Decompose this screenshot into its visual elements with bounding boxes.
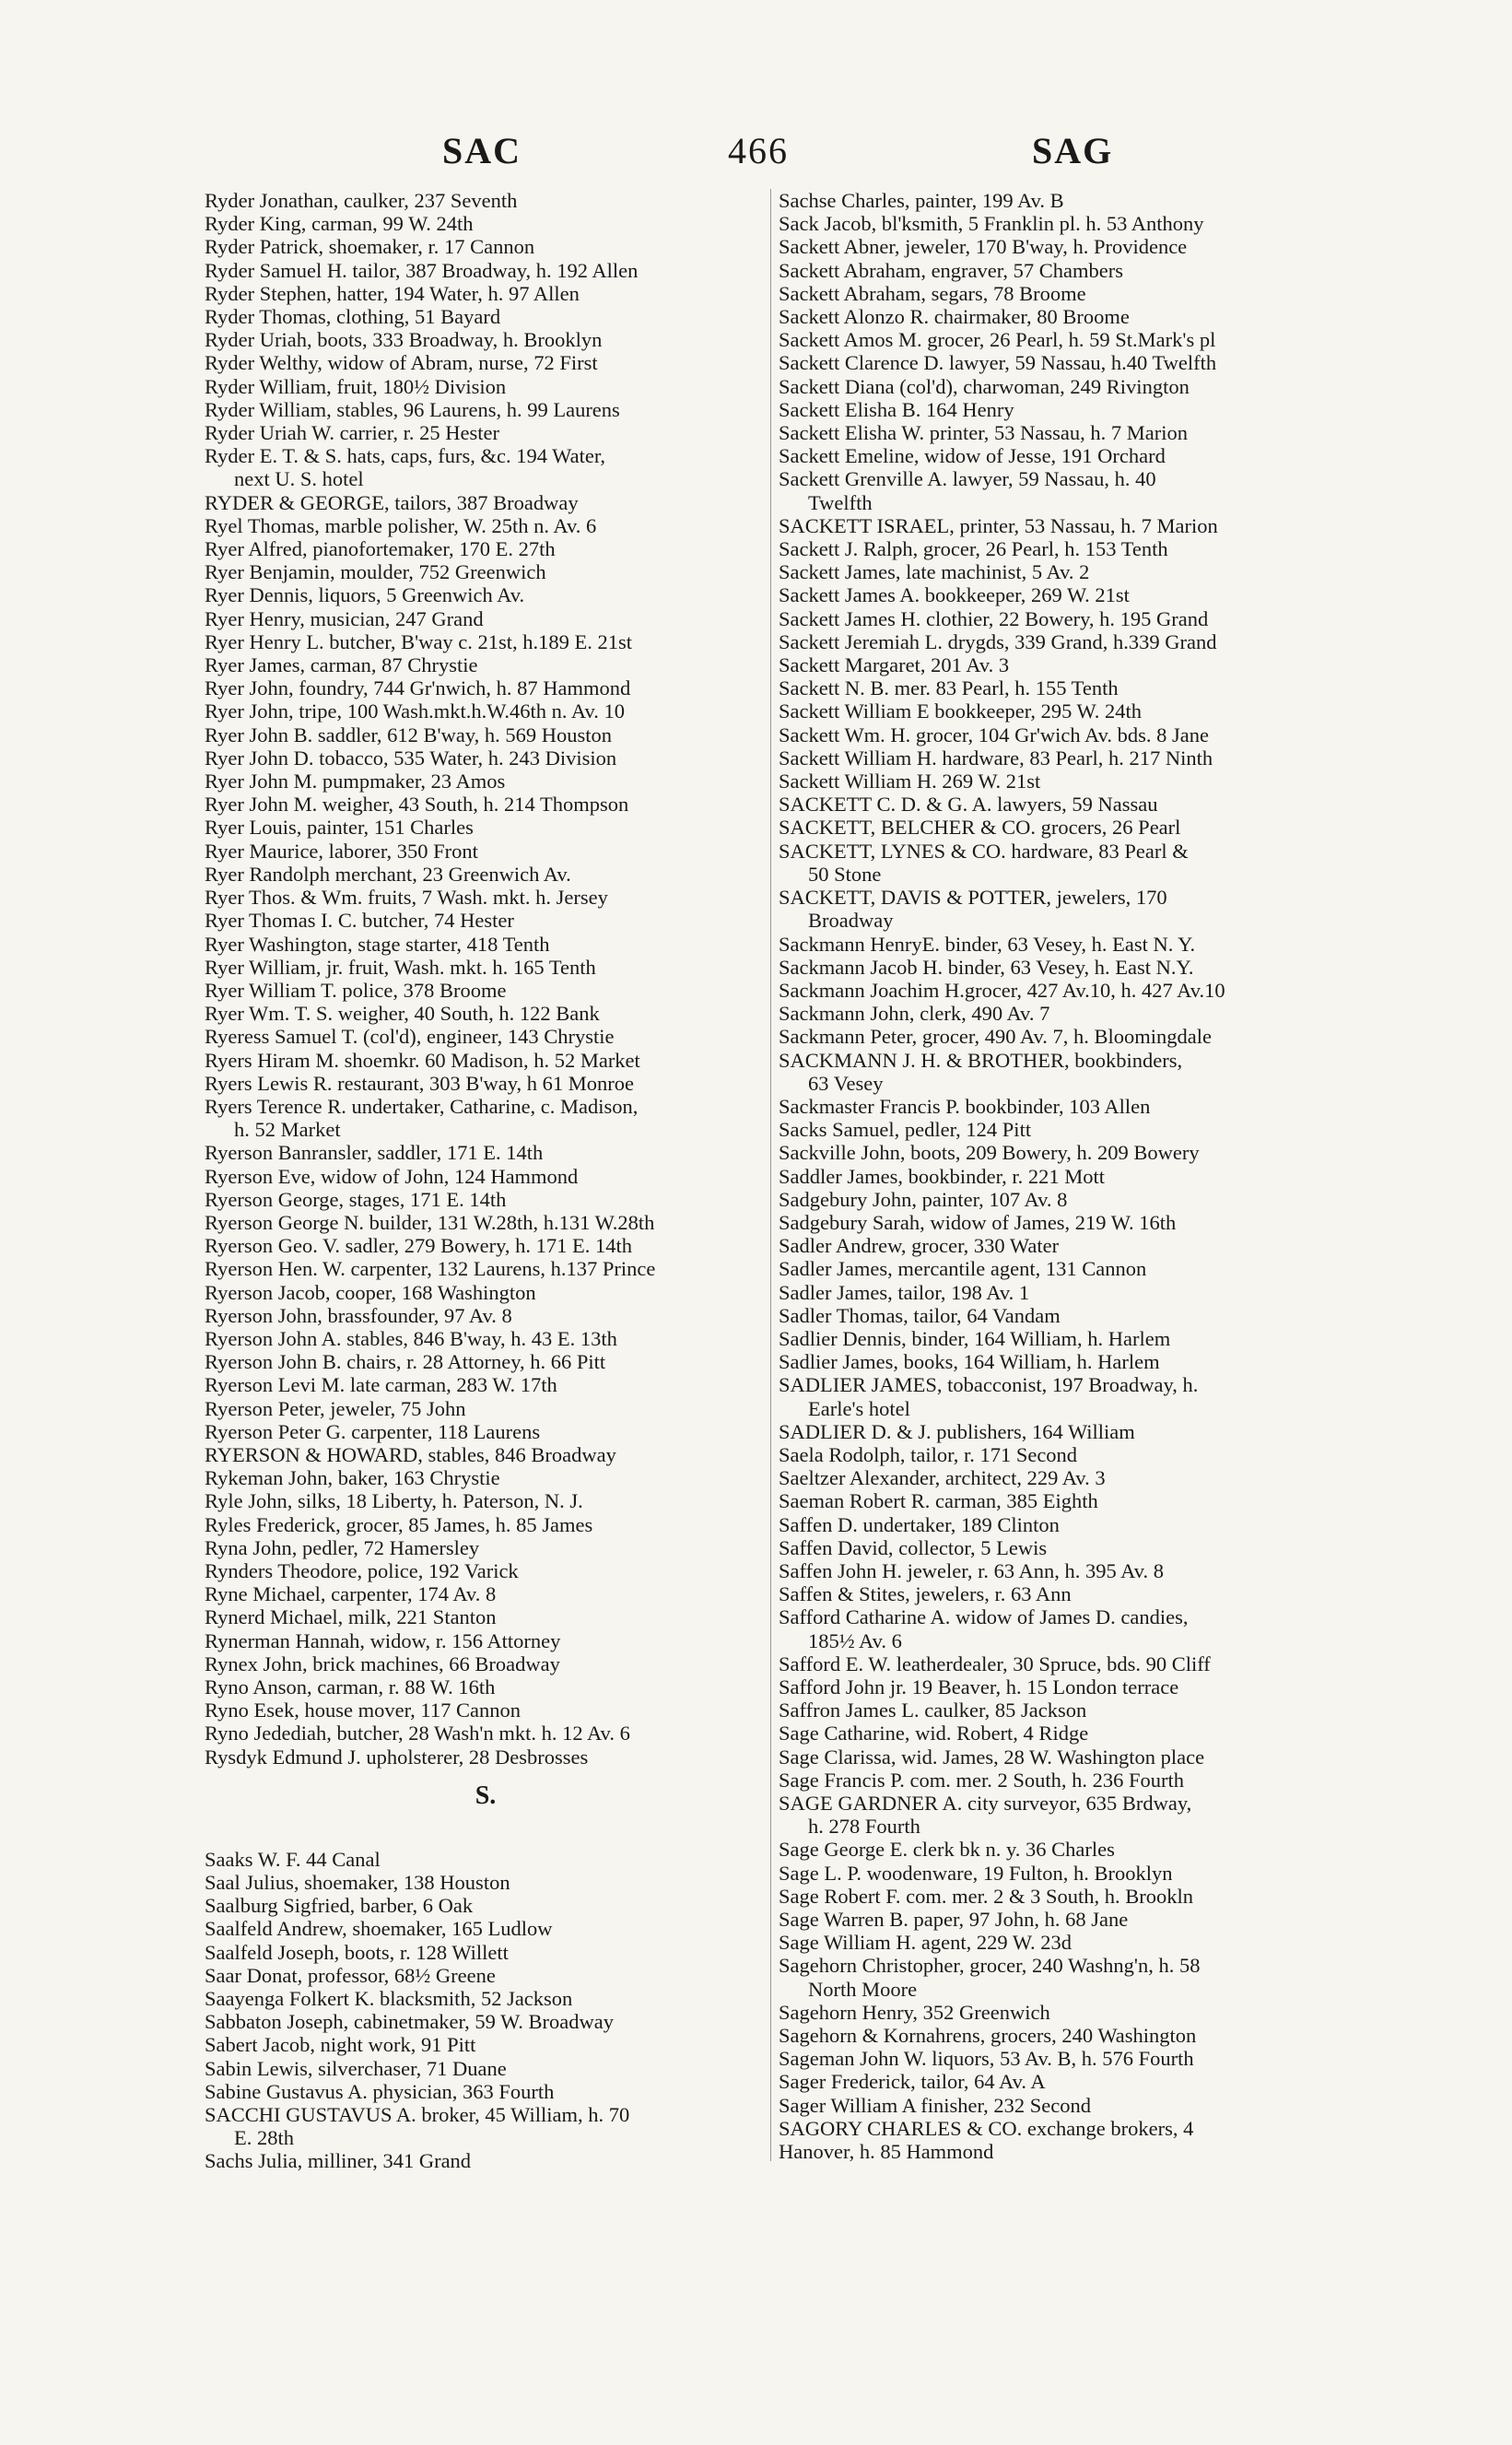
directory-entry: Ryers Terence R. undertaker, Catharine, c. Madison, <box>205 1094 639 1118</box>
directory-entry: Saffron James L. caulker, 85 Jackson <box>779 1699 1087 1722</box>
directory-entry: Twelfth <box>808 490 873 514</box>
directory-entry: Saffen David, collector, 5 Lewis <box>779 1535 1048 1559</box>
directory-entry: SADLIER D. & J. publishers, 164 William <box>779 1419 1135 1443</box>
directory-entry: Sage William H. agent, 229 W. 23d <box>779 1931 1072 1955</box>
directory-entry: Ryerson John B. chairs, r. 28 Attorney, h. 66 Pitt <box>205 1350 606 1374</box>
directory-entry: Sachs Julia, milliner, 341 Grand <box>205 2149 472 2173</box>
directory-entry: Sackett Abraham, engraver, 57 Chambers <box>779 258 1123 282</box>
directory-entry: Sackett James A. bookkeeper, 269 W. 21st <box>779 583 1130 607</box>
directory-entry: Ryno Jedediah, butcher, 28 Wash'n mkt. h. 12 Av. 6 <box>205 1722 630 1746</box>
directory-entry: Ryder William, stables, 96 Laurens, h. 99 Laurens <box>205 397 620 421</box>
directory-entry: Sage Warren B. paper, 97 John, h. 68 Jane <box>779 1908 1129 1932</box>
directory-entry: Rynders Theodore, police, 192 Varick <box>205 1558 519 1582</box>
directory-entry: Sage Clarissa, wid. James, 28 W. Washington place <box>779 1745 1205 1769</box>
section-gap <box>205 1824 767 1848</box>
directory-entry: Sabine Gustavus A. physician, 363 Fourth <box>205 2079 555 2103</box>
directory-entry: Sack Jacob, bl'ksmith, 5 Franklin pl. h. 53 Anthony <box>779 212 1204 236</box>
directory-entry: SACKETT, LYNES & CO. hardware, 83 Pearl & <box>779 839 1189 863</box>
directory-entry: Ryerson Jacob, cooper, 168 Washington <box>205 1280 536 1304</box>
directory-entry: Sackville John, boots, 209 Bowery, h. 209 Bowery <box>779 1141 1200 1165</box>
directory-entry: Ryer John, tripe, 100 Wash.mkt.h.W.46th n. Av. 10 <box>205 699 626 723</box>
directory-entry: Sage L. P. woodenware, 19 Fulton, h. Brooklyn <box>779 1861 1173 1885</box>
directory-entry: Ryles Frederick, grocer, 85 James, h. 85 James <box>205 1512 593 1536</box>
directory-entry: Ryer Randolph merchant, 23 Greenwich Av. <box>205 862 571 886</box>
directory-entry: Ryerson George, stages, 171 E. 14th <box>205 1187 507 1211</box>
directory-entry: Sage George E. clerk bk n. y. 36 Charles <box>779 1838 1115 1862</box>
directory-entry: Sackmann Peter, grocer, 490 Av. 7, h. Bloomingdale <box>779 1025 1212 1049</box>
directory-entry: Ryerson Peter, jeweler, 75 John <box>205 1396 466 1420</box>
directory-entry: Rykeman John, baker, 163 Chrystie <box>205 1466 500 1490</box>
running-head-left: SAC <box>442 130 522 171</box>
directory-entry: Broadway <box>808 909 894 933</box>
directory-entry: Sageman John W. liquors, 53 Av. B, h. 576 Fourth <box>779 2047 1194 2071</box>
directory-entry: Ryer Thos. & Wm. fruits, 7 Wash. mkt. h. Jersey <box>205 886 608 910</box>
directory-entry: Saalfeld Joseph, boots, r. 128 Willett <box>205 1940 509 1964</box>
directory-entry: Sackmaster Francis P. bookbinder, 103 Allen <box>779 1094 1151 1118</box>
directory-entry: Ryder William, fruit, 180½ Division <box>205 374 507 398</box>
directory-entry: Sackett William E bookkeeper, 295 W. 24th <box>779 699 1142 723</box>
directory-entry: Ryder Stephen, hatter, 194 Water, h. 97 Allen <box>205 281 580 305</box>
running-head-right: SAG <box>1032 130 1114 171</box>
directory-entry: Saffen D. undertaker, 189 Clinton <box>779 1512 1060 1536</box>
directory-entry: Sackett Abraham, segars, 78 Broome <box>779 281 1086 305</box>
directory-entry: Ryer Thomas I. C. butcher, 74 Hester <box>205 909 514 933</box>
directory-entry: Sackett Emeline, widow of Jesse, 191 Orchard <box>779 444 1166 468</box>
directory-entry: Sackett Diana (col'd), charwoman, 249 Rivington <box>779 374 1190 398</box>
directory-entry: Safford John jr. 19 Beaver, h. 15 London terrace <box>779 1675 1179 1699</box>
directory-entry: Saddler James, bookbinder, r. 221 Mott <box>779 1164 1106 1188</box>
directory-entry: h. 52 Market <box>234 1118 341 1142</box>
directory-entry: Sage Catharine, wid. Robert, 4 Ridge <box>779 1722 1089 1746</box>
directory-entry: Ryle John, silks, 18 Liberty, h. Paterson, N. J. <box>205 1489 583 1513</box>
directory-entry: SACKETT, DAVIS & POTTER, jewelers, 170 <box>779 886 1167 910</box>
directory-entry: E. 28th <box>234 2126 294 2150</box>
directory-entry: Ryer John D. tobacco, 535 Water, h. 243 Division <box>205 746 617 770</box>
directory-entry: Ryers Hiram M. shoemkr. 60 Madison, h. 52 Market <box>205 1048 640 1072</box>
directory-entry: Sackett Elisha W. printer, 53 Nassau, h. 7 Marion <box>779 421 1189 445</box>
directory-entry: Ryer John B. saddler, 612 B'way, h. 569 Houston <box>205 723 613 746</box>
directory-entry: h. 278 Fourth <box>808 1815 920 1839</box>
directory-entry: Sabbaton Joseph, cabinetmaker, 59 W. Broadway <box>205 2010 615 2034</box>
directory-entry: Sackmann John, clerk, 490 Av. 7 <box>779 1002 1050 1026</box>
directory-entry: Ryder Jonathan, caulker, 237 Seventh <box>205 189 518 212</box>
directory-entry: Ryer Dennis, liquors, 5 Greenwich Av. <box>205 583 525 607</box>
directory-entry: Sadler Andrew, grocer, 330 Water <box>779 1234 1060 1258</box>
directory-entry: Sadlier James, books, 164 William, h. Harlem <box>779 1350 1160 1374</box>
directory-entry: SACKETT, BELCHER & CO. grocers, 26 Pearl <box>779 816 1181 840</box>
directory-entry: Saeltzer Alexander, architect, 229 Av. 3 <box>779 1466 1106 1490</box>
directory-entry: Sacks Samuel, pedler, 124 Pitt <box>779 1118 1032 1142</box>
directory-entry: Rynerd Michael, milk, 221 Stanton <box>205 1605 497 1629</box>
directory-entry: Sabin Lewis, silverchaser, 71 Duane <box>205 2056 507 2080</box>
directory-entry: Sage Francis P. com. mer. 2 South, h. 236 Fourth <box>779 1768 1184 1792</box>
column-divider <box>770 189 771 2161</box>
directory-entry: Ryer Wm. T. S. weigher, 40 South, h. 122 Bank <box>205 1002 600 1026</box>
directory-entry: Ryerson Eve, widow of John, 124 Hammond <box>205 1164 579 1188</box>
directory-entry: SAGE GARDNER A. city surveyor, 635 Brdway, <box>779 1792 1192 1816</box>
directory-entry: Sagehorn Christopher, grocer, 240 Washng'n, h. 58 <box>779 1954 1201 1978</box>
directory-entry: Sackett J. Ralph, grocer, 26 Pearl, h. 153 Tenth <box>779 537 1168 561</box>
directory-entry: Ryder Samuel H. tailor, 387 Broadway, h. 192 Allen <box>205 258 639 282</box>
directory-entry: Safford E. W. leatherdealer, 30 Spruce, bds. 90 Cliff <box>779 1652 1211 1675</box>
directory-entry: Ryerson Levi M. late carman, 283 W. 17th <box>205 1373 557 1397</box>
directory-entry: Sagehorn Henry, 352 Greenwich <box>779 2000 1050 2024</box>
directory-entry: Sadlier Dennis, binder, 164 William, h. Harlem <box>779 1326 1171 1350</box>
directory-entry: Ryno Esek, house mover, 117 Cannon <box>205 1699 521 1722</box>
directory-entry: SAGORY CHARLES & CO. exchange brokers, 4 <box>779 2116 1194 2140</box>
directory-entry: Sackett Jeremiah L. drygds, 339 Grand, h.339 Grand <box>779 629 1217 653</box>
directory-entry: Ryer Washington, stage starter, 418 Tenth <box>205 932 550 956</box>
directory-entry: Saaks W. F. 44 Canal <box>205 1847 381 1871</box>
directory-entry: Ryer Benjamin, moulder, 752 Greenwich <box>205 560 546 584</box>
directory-entry: Sackett James, late machinist, 5 Av. 2 <box>779 560 1090 584</box>
directory-entry: Ryerson Hen. W. carpenter, 132 Laurens, h.137 Prince <box>205 1257 656 1281</box>
directory-entry: Ryeress Samuel T. (col'd), engineer, 143 Chrystie <box>205 1025 615 1049</box>
directory-entry: Ryer Alfred, pianofortemaker, 170 E. 27th <box>205 537 556 561</box>
directory-entry: Sackett Grenville A. lawyer, 59 Nassau, h. 40 <box>779 467 1156 491</box>
directory-entry: Saalburg Sigfried, barber, 6 Oak <box>205 1894 474 1918</box>
right-column <box>779 189 1350 2163</box>
directory-entry: Ryna John, pedler, 72 Hamersley <box>205 1535 480 1559</box>
directory-entry: Ryel Thomas, marble polisher, W. 25th n. Av. 6 <box>205 513 597 537</box>
directory-entry: Ryer John M. weigher, 43 South, h. 214 Thompson <box>205 793 629 817</box>
directory-entry: Ryder E. T. & S. hats, caps, furs, &c. 194 Water, <box>205 444 606 468</box>
directory-entry: Sackett William H. hardware, 83 Pearl, h. 217 Ninth <box>779 746 1213 770</box>
directory-entry: Sachse Charles, painter, 199 Av. B <box>779 189 1064 212</box>
directory-entry: Saayenga Folkert K. blacksmith, 52 Jackson <box>205 1987 573 2011</box>
directory-entry: RYDER & GEORGE, tailors, 387 Broadway <box>205 490 579 514</box>
directory-entry: SADLIER JAMES, tobacconist, 197 Broadway, h. <box>779 1373 1199 1397</box>
directory-entry: Sager William A finisher, 232 Second <box>779 2093 1091 2117</box>
directory-entry: Sackett Clarence D. lawyer, 59 Nassau, h.40 Twelfth <box>779 351 1217 375</box>
directory-entry: SACKETT ISRAEL, printer, 53 Nassau, h. 7 Marion <box>779 513 1218 537</box>
directory-entry: RYERSON & HOWARD, stables, 846 Broadway <box>205 1442 616 1466</box>
directory-entry: 50 Stone <box>808 862 882 886</box>
directory-entry: Sadler James, mercantile agent, 131 Cannon <box>779 1257 1147 1281</box>
directory-entry: Saar Donat, professor, 68½ Greene <box>205 1963 496 1987</box>
directory-entry: Hanover, h. 85 Hammond <box>779 2140 994 2164</box>
directory-entry: Ryer John M. pumpmaker, 23 Amos <box>205 770 506 793</box>
directory-entry: Sadler Thomas, tailor, 64 Vandam <box>779 1303 1061 1327</box>
directory-entry: Ryer Henry L. butcher, B'way c. 21st, h.189 E. 21st <box>205 629 633 653</box>
directory-entry: Ryder King, carman, 99 W. 24th <box>205 212 474 236</box>
directory-entry: Sackett Wm. H. grocer, 104 Gr'wich Av. bds. 8 Jane <box>779 723 1210 746</box>
directory-entry: Sackmann Jacob H. binder, 63 Vesey, h. East N.Y. <box>779 955 1194 979</box>
directory-entry: Ryerson Banransler, saddler, 171 E. 14th <box>205 1141 544 1165</box>
directory-entry: Sackmann HenryE. binder, 63 Vesey, h. East N. Y. <box>779 932 1196 956</box>
directory-entry: SACCHI GUSTAVUS A. broker, 45 William, h. 70 <box>205 2103 630 2127</box>
directory-entry: Sackett Abner, jeweler, 170 B'way, h. Providence <box>779 235 1188 259</box>
directory-entry: Ryer Louis, painter, 151 Charles <box>205 816 474 840</box>
directory-entry: Rynex John, brick machines, 66 Broadway <box>205 1652 560 1675</box>
directory-entry: Earle's hotel <box>808 1396 910 1420</box>
directory-entry: Ryers Lewis R. restaurant, 303 B'way, h 61 Monroe <box>205 1071 634 1095</box>
directory-entry: Saela Rodolph, tailor, r. 171 Second <box>779 1442 1078 1466</box>
directory-entry: Ryer John, foundry, 744 Gr'nwich, h. 87 Hammond <box>205 676 631 700</box>
section-heading: S. <box>475 1781 497 1810</box>
directory-entry: North Moore <box>808 1977 918 2001</box>
directory-entry: SACKMANN J. H. & BROTHER, bookbinders, <box>779 1048 1183 1072</box>
directory-entry: Ryer William, jr. fruit, Wash. mkt. h. 165 Tenth <box>205 955 596 979</box>
directory-entry: Ryer Henry, musician, 247 Grand <box>205 606 484 630</box>
directory-entry: Saalfeld Andrew, shoemaker, 165 Ludlow <box>205 1917 553 1941</box>
directory-entry: Sackett Amos M. grocer, 26 Pearl, h. 59 St.Mark's pl <box>779 328 1216 352</box>
page-header <box>203 129 1308 175</box>
directory-entry: Sager Frederick, tailor, 64 Av. A <box>779 2070 1046 2094</box>
directory-entry: Ryder Thomas, clothing, 51 Bayard <box>205 305 501 329</box>
directory-entry: Sadler James, tailor, 198 Av. 1 <box>779 1280 1030 1304</box>
directory-entry: Sackett N. B. mer. 83 Pearl, h. 155 Tenth <box>779 676 1119 700</box>
directory-entry: Sackett Alonzo R. chairmaker, 80 Broome <box>779 305 1130 329</box>
directory-entry: Sackett Margaret, 201 Av. 3 <box>779 653 1010 677</box>
directory-entry: Saffen & Stites, jewelers, r. 63 Ann <box>779 1582 1072 1606</box>
directory-entry: Sackett William H. 269 W. 21st <box>779 770 1041 793</box>
directory-entry: Ryer James, carman, 87 Chrystie <box>205 653 478 677</box>
directory-entry: Saeman Robert R. carman, 385 Eighth <box>779 1489 1098 1513</box>
directory-entry: Ryne Michael, carpenter, 174 Av. 8 <box>205 1582 497 1606</box>
directory-entry: Ryder Welthy, widow of Abram, nurse, 72 First <box>205 351 598 375</box>
directory-entry: Ryerson John A. stables, 846 B'way, h. 43 E. 13th <box>205 1326 617 1350</box>
directory-entry: Ryder Uriah W. carrier, r. 25 Hester <box>205 421 499 445</box>
directory-entry: Saal Julius, shoemaker, 138 Houston <box>205 1871 510 1895</box>
directory-entry: Sackmann Joachim H.grocer, 427 Av.10, h. 427 Av.10 <box>779 978 1225 1002</box>
directory-entry: Sadgebury Sarah, widow of James, 219 W. 16th <box>779 1210 1177 1234</box>
directory-entry: Sackett Elisha B. 164 Henry <box>779 397 1014 421</box>
directory-entry: Ryder Uriah, boots, 333 Broadway, h. Brooklyn <box>205 328 603 352</box>
directory-entry: Ryerson Peter G. carpenter, 118 Laurens <box>205 1419 541 1443</box>
directory-entry: Safford Catharine A. widow of James D. candies, <box>779 1605 1189 1629</box>
directory-entry: Ryer Maurice, laborer, 350 Front <box>205 839 478 863</box>
directory-entry: 185½ Av. 6 <box>808 1628 902 1652</box>
directory-entry: Ryer William T. police, 378 Broome <box>205 978 507 1002</box>
directory-entry: Sagehorn & Kornahrens, grocers, 240 Washington <box>779 2024 1197 2048</box>
directory-entry: Saffen John H. jeweler, r. 63 Ann, h. 395 Av. 8 <box>779 1558 1165 1582</box>
directory-entry: Ryerson John, brassfounder, 97 Av. 8 <box>205 1303 512 1327</box>
directory-entry: Sabert Jacob, night work, 91 Pitt <box>205 2033 476 2057</box>
directory-entry: next U. S. hotel <box>234 467 364 491</box>
directory-entry: Rynerman Hannah, widow, r. 156 Attorney <box>205 1628 561 1652</box>
directory-entry: 63 Vesey <box>808 1071 884 1095</box>
directory-entry: Ryder Patrick, shoemaker, r. 17 Cannon <box>205 235 535 259</box>
page-number: 466 <box>728 130 789 171</box>
directory-entry: SACKETT C. D. & G. A. lawyers, 59 Nassau <box>779 793 1158 817</box>
directory-entry: Sage Robert F. com. mer. 2 & 3 South, h. Brookln <box>779 1884 1194 1908</box>
directory-entry: Ryno Anson, carman, r. 88 W. 16th <box>205 1675 496 1699</box>
directory-entry: Ryerson Geo. V. sadler, 279 Bowery, h. 171 E. 14th <box>205 1234 632 1258</box>
directory-entry: Sadgebury John, painter, 107 Av. 8 <box>779 1187 1068 1211</box>
left-column <box>205 189 767 2173</box>
directory-entry: Sackett James H. clothier, 22 Bowery, h. 195 Grand <box>779 606 1209 630</box>
directory-entry: Ryerson George N. builder, 131 W.28th, h.131 W.28th <box>205 1210 655 1234</box>
directory-entry: Rysdyk Edmund J. upholsterer, 28 Desbrosses <box>205 1745 589 1769</box>
